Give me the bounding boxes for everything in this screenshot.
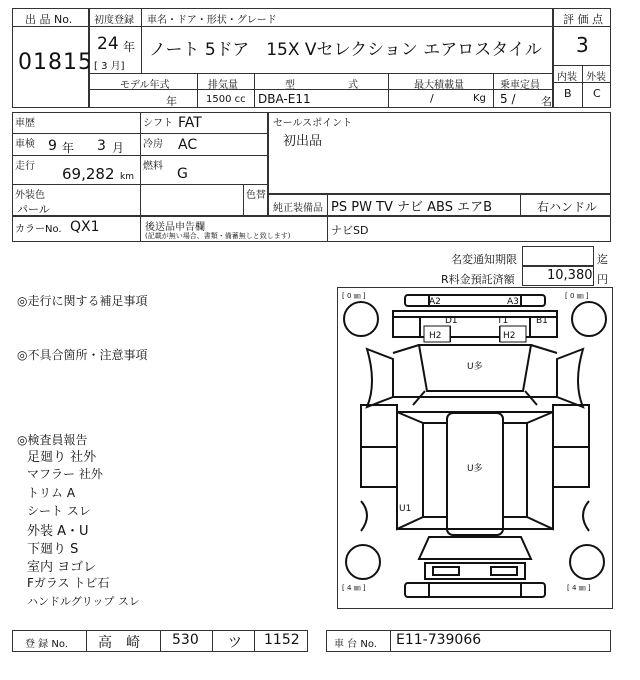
equipment-label: 純正装備品 (273, 203, 323, 214)
score-value: 3 (576, 33, 589, 57)
plate-label: 登 録 No. (25, 639, 68, 650)
payload-label: 最大積載量 (414, 80, 464, 91)
capacity-value: 5 / (500, 92, 516, 106)
inspector-note: Fガラス トビ石 (27, 576, 110, 590)
equipment-value: PS PW TV ナビ ABS エアB (331, 200, 493, 215)
inspection-month: 3 (97, 138, 106, 154)
displacement-label: 排気量 (208, 80, 238, 91)
damage-mark: A3 (507, 297, 519, 307)
name-change-deadline-unit: 迄 (597, 253, 608, 266)
damage-mark: A2 (429, 297, 441, 307)
color-number-label: カラーNo. (15, 224, 62, 235)
fuel-value: G (177, 166, 188, 182)
history-label: 車歴 (15, 118, 35, 129)
plate-region: 高 崎 (98, 635, 140, 651)
model-type-label-2: 式 (348, 80, 358, 91)
registration-year-unit: 年 (123, 40, 136, 54)
inspector-note: 外装 A・U (27, 524, 89, 539)
sales-point-label: セールスポイント (273, 118, 353, 129)
lot-number: 01815 (18, 50, 93, 75)
damage-mark: T1 (497, 316, 509, 326)
exterior-color-value: パール (17, 203, 50, 216)
vehicle-name-label: 車名・ドア・形状・グレード (147, 15, 277, 26)
inspector-note: 足廻り 社外 (27, 450, 97, 465)
inspection-year-unit: 年 (62, 141, 75, 155)
interior-label: 内装 (557, 72, 577, 83)
front-right-tread-label: [ 0 ㎜ ] (565, 292, 589, 300)
lot-number-label: 出 品 No. (25, 13, 73, 26)
plate-number: 1152 (264, 632, 300, 648)
registration-month: [ 3 月] (94, 61, 125, 72)
recycle-fee-unit: 円 (597, 273, 608, 286)
inspection-year: 9 (48, 138, 57, 154)
name-change-deadline-label: 名変通知期限 (451, 253, 517, 266)
plate-class: 530 (172, 632, 199, 648)
color-number-box (12, 216, 611, 242)
inspector-note: シート スレ (27, 504, 91, 518)
defects-heading: ◎不具合箇所・注意事項 (17, 348, 148, 362)
ac-label: 冷房 (143, 139, 163, 150)
vehicle-name: ノート 5ドア 15X Vセレクション エアロスタイル (149, 40, 542, 60)
exterior-grade: C (593, 87, 601, 100)
model-code: DBA-E11 (258, 92, 311, 106)
inspection-label: 車検 (15, 139, 35, 150)
damage-mark: B1 (536, 316, 548, 326)
driving-notes-heading: ◎走行に関する補足事項 (17, 294, 148, 308)
recycle-fee-label: R料金預託済額 (441, 273, 515, 286)
shift-value: FAT (178, 115, 202, 131)
steering-side: 右ハンドル (537, 200, 598, 214)
front-left-tread-label: [ 0 ㎜ ] (342, 292, 366, 300)
mileage-unit: km (120, 172, 134, 182)
color-box (12, 184, 268, 216)
inspector-note: トリム A (27, 486, 76, 500)
chassis-number: E11-739066 (396, 632, 482, 648)
damage-mark: U多 (467, 464, 483, 474)
model-year-label: モデル年式 (120, 80, 170, 91)
inspector-note: ハンドルグリップ スレ (27, 595, 140, 608)
exterior-label: 外装 (586, 72, 606, 83)
model-type-label: 型 (285, 80, 295, 91)
score-label: 評 価 点 (563, 13, 603, 26)
damage-diagram (337, 287, 613, 609)
plate-kana: ツ (228, 635, 242, 651)
inspector-note: 下廻り S (27, 542, 79, 557)
damage-mark: U多 (467, 362, 483, 372)
capacity-label: 乗車定員 (500, 80, 540, 91)
damage-mark: D1 (445, 316, 458, 326)
damage-mark: H2 (503, 331, 516, 341)
fuel-label: 燃料 (143, 161, 163, 172)
inspector-note: 室内 ヨゴレ (27, 560, 97, 575)
displacement-value: 1500 cc (206, 94, 246, 105)
first-registration-label: 初度登録 (94, 15, 134, 26)
chassis-label: 車 台 No. (334, 639, 377, 650)
aftermarket-label: 後送品申告欄 (145, 222, 205, 233)
damage-mark: U1 (399, 504, 412, 514)
sales-point-value: 初出品 (283, 134, 323, 149)
shift-label: シフト (143, 118, 173, 129)
recycle-fee-value: 10,380 (547, 268, 593, 283)
payload-unit: Kg (473, 93, 486, 104)
exterior-color-label: 外装色 (15, 190, 45, 201)
ac-value: AC (178, 137, 198, 153)
mileage-value: 69,282 (62, 165, 115, 183)
registration-year: 24 (97, 34, 119, 54)
capacity-unit: 名 (541, 95, 552, 108)
inspector-report-heading: ◎検査員報告 (17, 433, 88, 447)
damage-mark: H2 (429, 331, 442, 341)
aftermarket-note: (記載が無い場合、書類・備蓄無しと致します) (145, 232, 291, 240)
model-year-value: 年 (166, 95, 177, 108)
interior-grade: B (564, 87, 572, 100)
aftermarket-value: ナビSD (331, 224, 369, 237)
repaint-label: 色替 (246, 190, 266, 201)
inspection-month-unit: 月 (112, 141, 125, 155)
payload-value: / (430, 92, 434, 105)
name-change-deadline-field (522, 246, 594, 266)
rear-right-tread-label: [ 4 ㎜ ] (567, 584, 591, 592)
mileage-label: 走行 (15, 161, 35, 172)
color-number-value: QX1 (70, 219, 100, 235)
rear-left-tread-label: [ 4 ㎜ ] (342, 584, 366, 592)
inspector-note: マフラー 社外 (27, 467, 103, 481)
